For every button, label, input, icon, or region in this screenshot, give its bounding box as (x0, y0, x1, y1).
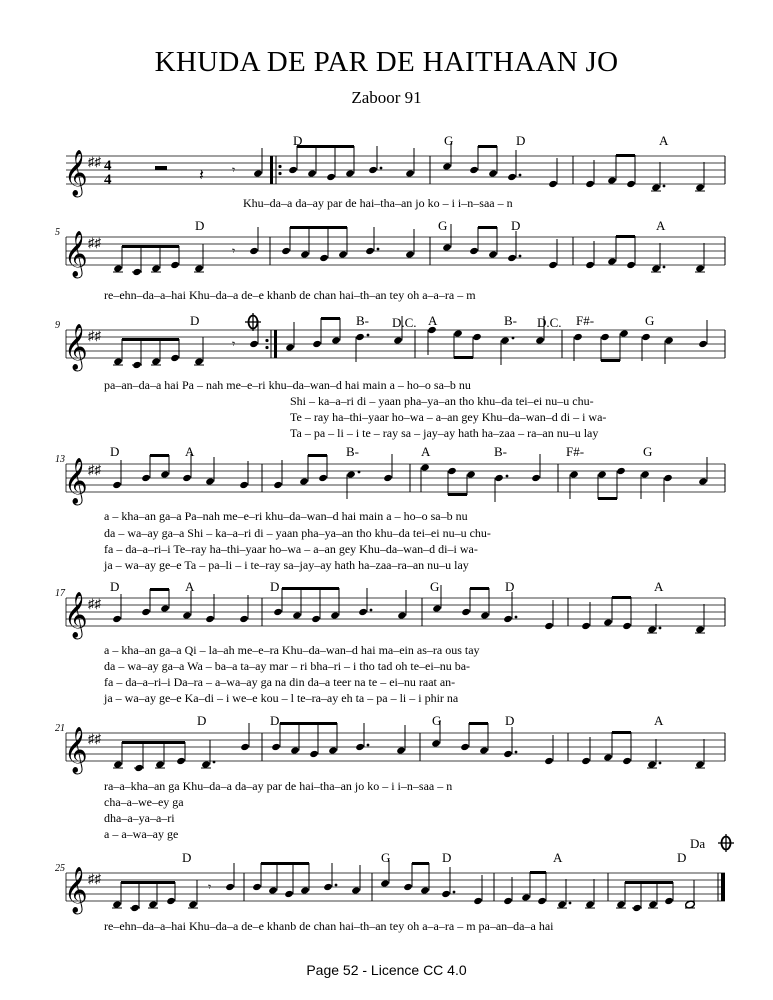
chord-symbol: B- (504, 313, 517, 328)
chord-symbol: D (197, 713, 207, 728)
chord-symbol: A (421, 444, 431, 459)
chord-symbol: G (643, 444, 653, 459)
key-signature-sharps: ♯♯ (88, 328, 101, 343)
lyric-line: Shi – ka–a–ri di – yaan pha–ya–an tho khu–da tei–ei nu–u chu- (290, 394, 594, 408)
chord-row (110, 579, 664, 594)
time-signature-bottom: 4 (104, 172, 112, 188)
chord-symbol: A (656, 218, 666, 233)
measure-number: 25 (55, 863, 65, 874)
song-subtitle: Zaboor 91 (351, 88, 422, 107)
da-capo-marking: D.C. (392, 315, 417, 330)
chord-symbol: G (381, 850, 391, 865)
treble-clef-icon: 𝄞 (64, 231, 88, 276)
measure-number: 21 (55, 723, 65, 734)
da-capo-marking: D.C. (537, 315, 562, 330)
chord-symbol: A (659, 133, 669, 148)
coda-icon (245, 313, 261, 331)
lyric-line: re–ehn–da–a–hai Khu–da–a de–e khanb de chan hai–th–an tey oh a–a–ra – m pa–an–da–a hai (104, 919, 554, 933)
lyric-line: da – wa–ay ga–a Shi – ka–a–ri di – yaan pha–ya–an tho khu–da tei–ei nu–u chu- (104, 526, 491, 540)
chord-symbol: A (185, 579, 195, 594)
chord-row (182, 850, 686, 865)
chord-symbol: G (430, 579, 440, 594)
chord-symbol: D (270, 579, 280, 594)
chord-symbol: G (432, 713, 442, 728)
system-1 (64, 133, 725, 210)
chord-row (195, 218, 666, 233)
chord-symbol: D (505, 713, 515, 728)
treble-clef-icon: 𝄞 (64, 727, 88, 772)
key-signature-sharps: ♯♯ (88, 871, 101, 886)
chord-symbol: D (190, 313, 200, 328)
chord-symbol: A (428, 313, 438, 328)
treble-clef-icon: 𝄞 (64, 458, 88, 503)
dal-coda-marking: Da (690, 836, 706, 851)
chord-row (197, 713, 664, 728)
time-signature-top: 4 (104, 158, 112, 174)
song-title: KHUDA DE PAR DE HAITHAAN JO (154, 46, 619, 78)
system-6 (55, 713, 734, 852)
system-3 (55, 313, 725, 440)
measure-number: 9 (55, 320, 60, 331)
chord-symbol: D (195, 218, 205, 233)
lyric-line: a – a–wa–ay ge (104, 827, 179, 841)
lyric-verses (104, 378, 606, 440)
chord-symbol: A (185, 444, 195, 459)
chord-symbol: D (677, 850, 687, 865)
lyric-line: fa – da–a–ri–i Da–ra – a–wa–ay ga na din da–a teer na te – ei–nu raat an- (104, 675, 456, 689)
chord-symbol: B- (356, 313, 369, 328)
chord-symbol: G (444, 133, 454, 148)
lyric-line: Ta – pa – li – i te – ray sa – jay–ay hath ha–zaa – ra–an nu–u lay (290, 426, 599, 440)
chord-row (110, 444, 652, 459)
lyric-line: ja – wa–ay ge–e Ta – pa–li – i te–ray sa–jay–ay hath ha–zaa–ra–an nu–u lay (104, 558, 469, 572)
svg-text:𝄾: 𝄾 (232, 337, 236, 351)
lyric-line: dha–a–ya–a–ri (104, 811, 175, 825)
lyric-line: pa–an–da–a hai Pa – nah me–e–ri khu–da–wan–d hai main a – ho–o sa–b nu (104, 378, 471, 392)
key-signature-sharps: ♯♯ (88, 462, 101, 477)
key-signature-sharps: ♯♯ (88, 235, 101, 250)
key-signature-sharps: ♯♯ (88, 154, 101, 169)
coda-icon (718, 834, 734, 852)
chord-symbol: D (511, 218, 521, 233)
svg-text:𝄾: 𝄾 (232, 244, 236, 258)
chord-symbol: G (438, 218, 448, 233)
lyric-line: re–ehn–da–a–hai Khu–da–a de–e khanb de chan hai–th–an tey oh a–a–ra – m (104, 288, 476, 302)
measure-number: 13 (55, 454, 65, 465)
lyric-line: Te – ray ha–thi–yaar ho–wa – a–an gey Khu–da–wan–d di – i wa- (290, 410, 607, 424)
chord-symbol: D (110, 579, 120, 594)
chord-symbol: D (110, 444, 120, 459)
key-signature-sharps: ♯♯ (88, 596, 101, 611)
svg-text:𝄾: 𝄾 (232, 163, 236, 177)
chord-symbol: F#- (576, 313, 595, 328)
treble-clef-icon: 𝄞 (64, 867, 88, 912)
page-footer: Page 52 - Licence CC 4.0 (306, 962, 467, 978)
system-7 (55, 850, 725, 933)
lyric-verses (103, 643, 480, 705)
system-5 (55, 579, 725, 705)
measure-number: 5 (55, 227, 60, 238)
lyric-line: ja – wa–ay ge–e Ka–di – i we–e kou – l te–ra–ay eh ta – pa – li – i phir na (104, 691, 459, 705)
chord-symbol: B- (346, 444, 359, 459)
chord-symbol: A (654, 713, 664, 728)
chord-symbol: F#- (566, 444, 585, 459)
chord-symbol: D (505, 579, 515, 594)
treble-clef-icon: 𝄞 (64, 592, 88, 637)
key-signature-sharps: ♯♯ (88, 731, 101, 746)
lyric-line: Khu–da–a da–ay par de hai–tha–an jo ko – i i–n–saa – n (243, 196, 513, 210)
lyric-line: a – kha–an ga–a Pa–nah me–e–ri khu–da–wan–d hai main a – ho–o sa–b nu (104, 509, 468, 523)
chord-symbol: B- (494, 444, 507, 459)
treble-clef-icon: 𝄞 (64, 150, 88, 195)
measure-number: 17 (55, 588, 65, 599)
system-2 (55, 218, 725, 302)
lyric-line: a – kha–an ga–a Qi – la–ah me–e–ra Khu–da–wan–d hai ma–ein as–ra ous tay (104, 643, 480, 657)
lyric-verses (104, 779, 452, 841)
chord-symbol: D (270, 713, 280, 728)
lyric-line: ra–a–kha–an ga Khu–da–a da–ay par de hai–tha–an jo ko – i i–n–saa – n (104, 779, 453, 793)
lyric-line: fa – da–a–ri–i Te–ray ha–thi–yaar ho–wa – a–an gey Khu–da–wan–d di–i wa- (104, 542, 478, 556)
treble-clef-icon: 𝄞 (64, 324, 88, 369)
svg-text:𝄽: 𝄽 (199, 167, 204, 184)
chord-symbol: A (553, 850, 563, 865)
system-4 (55, 444, 725, 572)
lyric-verses (103, 509, 491, 572)
chord-symbol: D (182, 850, 192, 865)
chord-symbol: G (645, 313, 655, 328)
chord-symbol: D (516, 133, 526, 148)
lyric-line: cha–a–we–ey ga (104, 795, 184, 809)
chord-symbol: D (442, 850, 452, 865)
chord-symbol: A (654, 579, 664, 594)
lyric-line: da – wa–ay ga–a Wa – ba–a ta–ay mar – ri bha–ri – i tho tad oh te–ei–nu ba- (104, 659, 471, 673)
svg-text:𝄾: 𝄾 (208, 880, 212, 894)
chord-symbol: D (293, 133, 303, 148)
